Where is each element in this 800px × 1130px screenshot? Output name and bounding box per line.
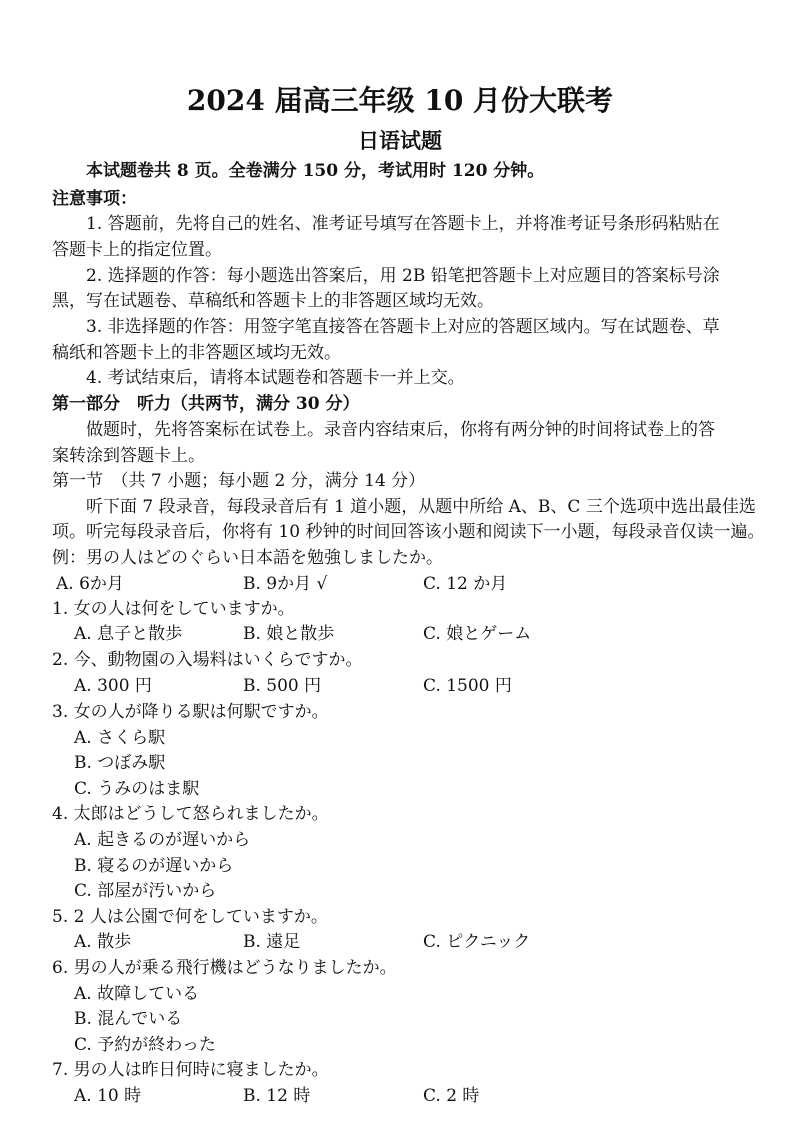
question-4-stem: 4. 太郎はどうして怒られましたか。 [52, 804, 329, 824]
question-3-option-a: A. さくら駅 [74, 728, 166, 748]
part1-intro-line-2: 案转涂到答题卡上。 [52, 446, 205, 466]
note-3-line-1: 3. 非选择题的作答：用签字笔直接答在答题卡上对应的答题区域内。写在试题卷、草 [86, 317, 720, 337]
section1-intro-line-1: 听下面 7 段录音，每段录音后有 1 道小题，从题中所给 A、B、C 三个选项中选出最佳选 [86, 497, 756, 517]
question-4-option-c: C. 部屋が汚いから [74, 881, 217, 901]
question-2-option-c: C. 1500 円 [423, 676, 512, 696]
example-option-b: B. 9か月 √ [243, 574, 328, 594]
question-6-option-a: A. 故障している [74, 984, 200, 1004]
question-5-option-a: A. 散歩 [74, 932, 132, 952]
part1-heading: 第一部分 听力（共两节，满分 30 分） [52, 394, 360, 414]
question-1-option-c: C. 娘とゲーム [423, 624, 532, 644]
question-7-option-a: A. 10 時 [74, 1086, 142, 1106]
exam-title: 2024 届高三年级 10 月份大联考 [186, 84, 614, 117]
note-2-line-1: 2. 选择题的作答：每小题选出答案后，用 2B 铅笔把答题卡上对应题目的答案标号涂 [86, 266, 720, 286]
question-1-stem: 1. 女の人は何をしていますか。 [52, 599, 295, 619]
question-3-option-b: B. つぼみ駅 [74, 753, 166, 773]
question-2-stem: 2. 今、動物園の入場料はいくらですか。 [52, 650, 363, 670]
section1-intro-line-2: 项。听完每段录音后，你将有 10 秒钟的时间回答该小题和阅读下一小题，每段录音仅读一遍。 [52, 522, 765, 542]
exam-info: 本试题卷共 8 页。全卷满分 150 分，考试用时 120 分钟。 [86, 161, 545, 181]
section1-heading: 第一节 （共 7 小题；每小题 2 分，满分 14 分） [52, 471, 426, 491]
question-4-option-a: A. 起きるのが遅いから [74, 830, 251, 850]
question-3-stem: 3. 女の人が降りる駅は何駅ですか。 [52, 702, 329, 722]
question-7-stem: 7. 男の人は昨日何時に寝ましたか。 [52, 1060, 329, 1080]
question-6-option-b: B. 混んでいる [74, 1009, 183, 1029]
question-7-option-c: C. 2 時 [423, 1086, 480, 1106]
question-4-option-b: B. 寝るのが遅いから [74, 856, 234, 876]
question-2-option-b: B. 500 円 [243, 676, 322, 696]
note-4: 4. 考试结束后，请将本试题卷和答题卡一并上交。 [86, 368, 465, 388]
question-3-option-c: C. うみのはま駅 [74, 779, 200, 799]
example-option-a: A. 6か月 [56, 574, 124, 594]
note-2-line-2: 黑，写在试题卷、草稿纸和答题卡上的非答题区域均无效。 [52, 291, 494, 311]
question-6-stem: 6. 男の人が乗る飛行機はどうなりましたか。 [52, 958, 397, 978]
example-option-c: C. 12 か月 [423, 574, 508, 594]
example-stem: 例：男の人はどのぐらい日本語を勉強しましたか。 [52, 548, 443, 568]
notes-heading: 注意事项： [52, 189, 137, 209]
question-1-option-b: B. 娘と散歩 [243, 624, 335, 644]
note-1-line-1: 1. 答题前，先将自己的姓名、准考证号填写在答题卡上，并将准考证号条形码粘贴在 [86, 214, 720, 234]
question-5-stem: 5. 2 人は公園で何をしていますか。 [52, 907, 328, 927]
exam-subtitle: 日语试题 [358, 128, 442, 153]
part1-intro-line-1: 做题时，先将答案标在试卷上。录音内容结束后，你将有两分钟的时间将试卷上的答 [86, 420, 715, 440]
note-1-line-2: 答题卡上的指定位置。 [52, 240, 222, 260]
note-3-line-2: 稿纸和答题卡上的非答题区域均无效。 [52, 343, 341, 363]
question-5-option-b: B. 遠足 [243, 932, 301, 952]
question-5-option-c: C. ピクニック [423, 932, 531, 952]
question-1-option-a: A. 息子と散歩 [74, 624, 183, 644]
question-2-option-a: A. 300 円 [74, 676, 152, 696]
question-7-option-b: B. 12 時 [243, 1086, 311, 1106]
question-6-option-c: C. 予約が終わった [74, 1035, 217, 1055]
